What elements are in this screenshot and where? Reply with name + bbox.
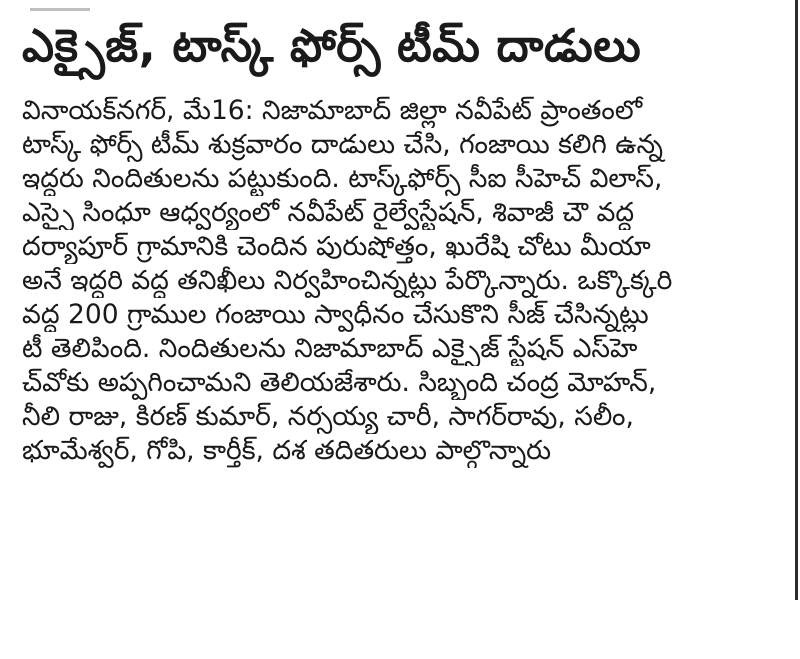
article-line: నీలి రాజు, కిరణ్ కుమార్, నర్సయ్య చారీ, సాగర్‌రావు, సలీం, bbox=[22, 401, 634, 432]
article-headline: ఎక్సైజ్, టాస్క్ ఫోర్స్ టీమ్ దాడులు bbox=[22, 19, 642, 72]
article-line: ఎస్సై సింధూ ఆధ్వర్యంలో నవీపేట్ రైల్వేస్టేషన్, శివాజీ చౌ వద్ద bbox=[22, 197, 635, 228]
article-line: అనే ఇద్దరి వద్ద తనిఖీలు నిర్వహించిన్నట్లు పేర్కొన్నారు. ఒక్కొక్కరి bbox=[22, 265, 673, 296]
article-line: టీ తెలిపింది. నిందితులను నిజామాబాద్ ఎక్సైజ్ స్టేషన్ ఎస్‌హె bbox=[22, 333, 638, 364]
article-line: వినాయక్‌నగర్, మే16: నిజామాబాద్ జిల్లా నవీపేట్ ప్రాంతంలో bbox=[22, 95, 643, 126]
article-line: భూమేశ్వర్, గోపి, కార్తీక్, దశ తదితరులు పాల్గొన్నారు bbox=[22, 435, 551, 466]
article-body bbox=[22, 94, 782, 468]
article-line: దర్యాపూర్ గ్రామానికి చెందిన పురుషోత్తం, ఖురేషి చోటు మీయా bbox=[22, 231, 651, 262]
previous-article-fragment bbox=[30, 0, 90, 11]
article-line: వద్ద 200 గ్రాముల గంజాయి స్వాధీనం చేసుకొని సీజ్ చేసిన్నట్లు bbox=[22, 299, 649, 330]
article-line: ఇద్దరు నిందితులను పట్టుకుంది. టాస్క్‌ఫోర్స్ సీఐ సీహెచ్ విలాస్, bbox=[22, 163, 663, 194]
article-line: టాస్క్ ఫోర్స్ టీమ్ శుక్రవారం దాడులు చేసి, గంజాయి కలిగి ఉన్న bbox=[22, 129, 663, 160]
article-line: చ్‌వోకు అప్పగించామని తెలియజేశారు. సిబ్బంది చంద్ర మోహన్, bbox=[22, 367, 657, 398]
column-rule bbox=[795, 0, 798, 600]
